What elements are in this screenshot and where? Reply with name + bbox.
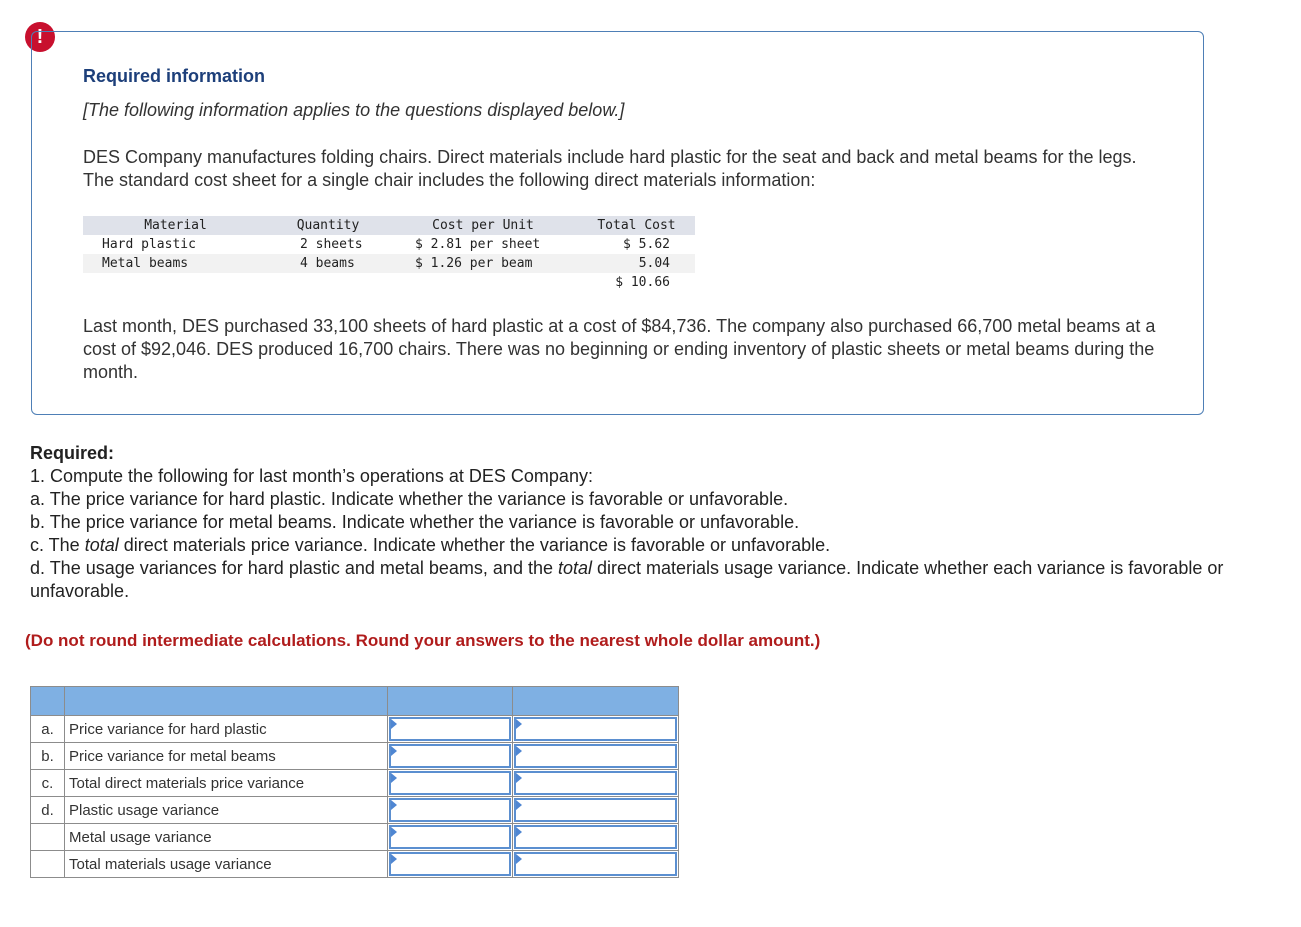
col-header-total-cost: Total Cost (597, 218, 676, 233)
standard-cost-header-row (83, 216, 695, 235)
dropdown-marker-icon (516, 854, 522, 864)
row-letter: a. (31, 716, 65, 743)
row-letter: d. (31, 797, 65, 824)
dropdown-marker-icon (516, 719, 522, 729)
standard-cost-table (83, 216, 695, 292)
rounding-note: (Do not round intermediate calculations. Round your answers to the nearest whole dollar amount.) (25, 631, 821, 650)
row-label: Metal usage variance (65, 824, 388, 851)
info-subtitle: [The following information applies to the questions displayed below.] (83, 100, 625, 120)
col-header-cost-per-unit: Cost per Unit (432, 218, 534, 233)
material-cell: Hard plastic (102, 237, 196, 252)
required-line-d: d. The usage variances for hard plastic and metal beams, and the total direct materials usage variance. Indicate whether each variance is favorable or unfavorable. (30, 558, 1224, 601)
row-letter: c. (31, 770, 65, 797)
favorable-unfavorable-select[interactable] (514, 744, 677, 768)
row-label: Price variance for metal beams (65, 743, 388, 770)
row-label: Plastic usage variance (65, 797, 388, 824)
amount-input[interactable] (389, 852, 511, 876)
table-row (31, 770, 679, 797)
amount-input[interactable] (389, 717, 511, 741)
favorable-unfavorable-select[interactable] (514, 717, 677, 741)
answer-table (30, 686, 679, 878)
row-label: Price variance for hard plastic (65, 716, 388, 743)
favorable-unfavorable-select[interactable] (514, 771, 677, 795)
required-label: Required: (30, 443, 115, 463)
problem-description: DES Company manufactures folding chairs. Direct materials include hard plastic for the seat and back and metal beams for the legs. The standard cost sheet for a single chair includes the following direct materials information: (83, 147, 1137, 190)
table-row (31, 797, 679, 824)
table-row (83, 235, 695, 254)
purchase-description: Last month, DES purchased 33,100 sheets of hard plastic at a cost of $84,736. The company also purchased 66,700 metal beams at a cost of $92,046. DES produced 16,700 chairs. There was no beginning or ending inventory of plastic sheets or metal beams during the month. (83, 316, 1156, 382)
table-row (31, 824, 679, 851)
dropdown-marker-icon (391, 854, 397, 864)
table-row (31, 743, 679, 770)
grand-total-cell: $ 10.66 (578, 273, 695, 292)
dropdown-marker-icon (391, 800, 397, 810)
dropdown-marker-icon (391, 719, 397, 729)
quantity-cell: 4 beams (300, 256, 355, 271)
quantity-cell: 2 sheets (300, 237, 363, 252)
row-label: Total direct materials price variance (65, 770, 388, 797)
dropdown-marker-icon (516, 800, 522, 810)
amount-input[interactable] (389, 798, 511, 822)
amount-input[interactable] (389, 744, 511, 768)
dropdown-marker-icon (391, 746, 397, 756)
total-cost-cell: $ 5.62 (623, 237, 670, 252)
amount-input[interactable] (389, 771, 511, 795)
favorable-unfavorable-select[interactable] (514, 825, 677, 849)
cost-per-unit-cell: $ 2.81 per sheet (415, 237, 541, 252)
answer-header-row (31, 687, 679, 716)
exclamation-icon: ! (36, 26, 44, 48)
material-cell: Metal beams (102, 256, 189, 271)
amount-input[interactable] (389, 825, 511, 849)
row-letter (31, 824, 65, 851)
required-line-1: 1. Compute the following for last month’s operations at DES Company: (30, 466, 593, 486)
total-cost-cell: 5.04 (638, 256, 670, 271)
info-title: Required information (83, 66, 266, 86)
col-header-material: Material (144, 218, 207, 233)
dropdown-marker-icon (516, 746, 522, 756)
col-header-quantity: Quantity (296, 218, 360, 233)
dropdown-marker-icon (516, 773, 522, 783)
required-line-b: b. The price variance for metal beams. Indicate whether the variance is favorable or unfavorable. (30, 512, 800, 532)
row-label: Total materials usage variance (65, 851, 388, 878)
favorable-unfavorable-select[interactable] (514, 798, 677, 822)
required-line-a: a. The price variance for hard plastic. Indicate whether the variance is favorable or unfavorable. (30, 489, 789, 509)
dropdown-marker-icon (516, 827, 522, 837)
dropdown-marker-icon (391, 773, 397, 783)
required-section (30, 442, 1270, 603)
table-row (83, 254, 695, 273)
table-row (31, 716, 679, 743)
row-letter (31, 851, 65, 878)
required-line-c: c. The total direct materials price variance. Indicate whether the variance is favorable or unfavorable. (30, 535, 831, 555)
cost-per-unit-cell: $ 1.26 per beam (415, 256, 533, 271)
total-row (83, 273, 695, 292)
table-row (31, 851, 679, 878)
row-letter: b. (31, 743, 65, 770)
dropdown-marker-icon (391, 827, 397, 837)
favorable-unfavorable-select[interactable] (514, 852, 677, 876)
